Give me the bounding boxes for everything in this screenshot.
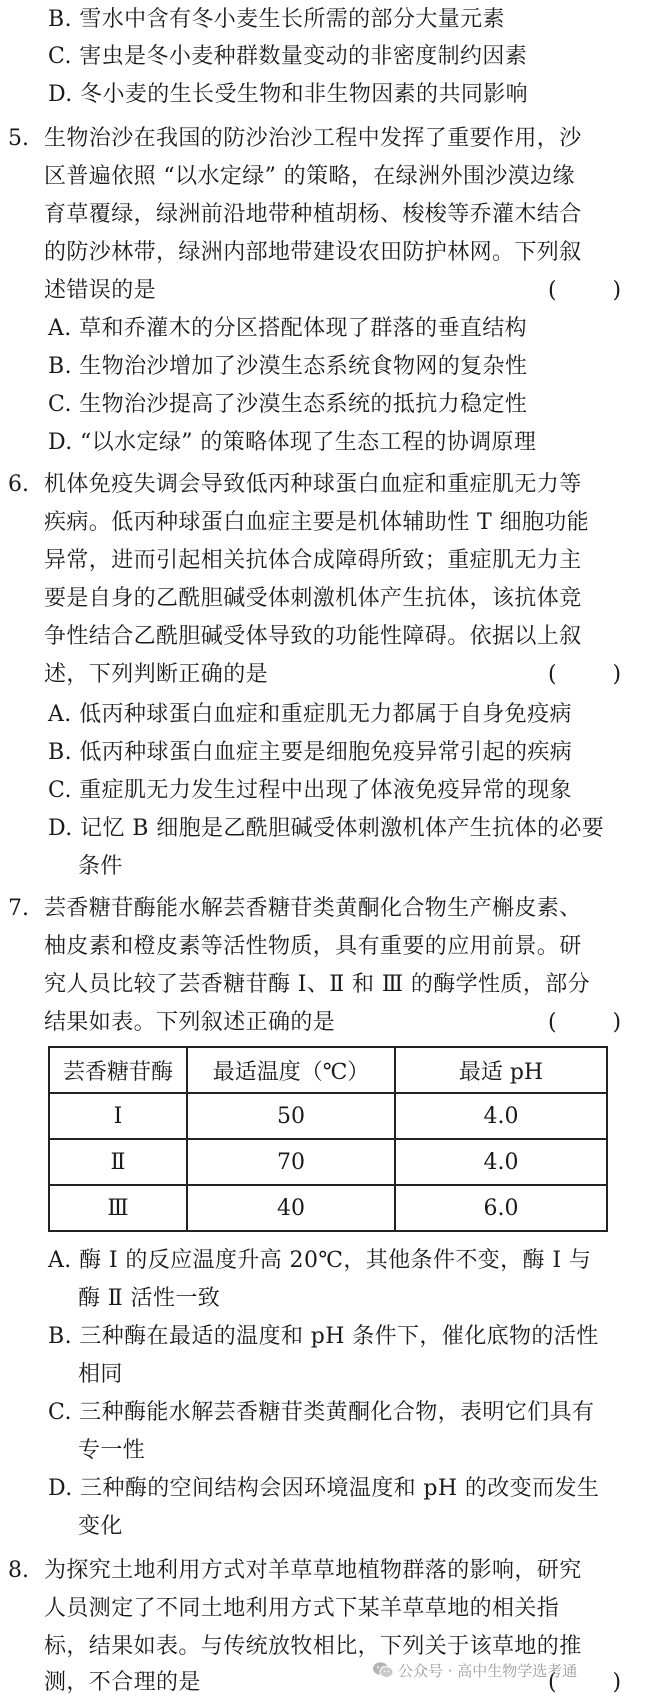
q5-option-a: A. 草和乔灌木的分区搭配体现了群落的垂直结构 — [48, 316, 528, 341]
q7-option-d-cont: 变化 — [78, 1514, 123, 1539]
q7-option-c: C. 三种酶能水解芸香糖苷类黄酮化合物，表明它们具有 — [48, 1400, 595, 1425]
q5-answer-paren: ( ) — [548, 278, 622, 303]
q6-option-a: A. 低丙种球蛋白血症和重症肌无力都属于自身免疫病 — [48, 702, 572, 727]
q8-stem-line: 测，不合理的是 — [44, 1670, 201, 1695]
q6-stem-line: 要是自身的乙酰胆碱受体刺激机体产生抗体，该抗体竞 — [44, 586, 582, 611]
q7-option-a: A. 酶 Ⅰ 的反应温度升高 20℃，其他条件不变，酶 Ⅰ 与 — [48, 1248, 592, 1273]
table-cell: 40 — [187, 1185, 395, 1231]
table-cell: 4.0 — [395, 1093, 607, 1139]
q8-stem-line: 标，结果如表。与传统放牧相比，下列关于该草地的推 — [44, 1634, 582, 1659]
q5-option-c: C. 生物治沙提高了沙漠生态系统的抵抗力稳定性 — [48, 392, 528, 417]
table-cell: 70 — [187, 1139, 395, 1185]
table-cell: Ⅰ — [49, 1093, 187, 1139]
q7-option-b: B. 三种酶在最适的温度和 pH 条件下，催化底物的活性 — [48, 1324, 599, 1349]
table-header-row — [49, 1047, 607, 1093]
wechat-icon — [372, 1661, 394, 1679]
q5-number: 5. — [8, 126, 29, 151]
q7-answer-paren: ( ) — [548, 1010, 622, 1035]
table-header-cell: 芸香糖苷酶 — [49, 1047, 187, 1093]
q5-option-d: D. “以水定绿” 的策略体现了生态工程的协调原理 — [48, 430, 537, 455]
q5-stem-line: 区普遍依照 “以水定绿” 的策略，在绿洲外围沙漠边缘 — [44, 164, 575, 189]
q6-option-d: D. 记忆 B 细胞是乙酰胆碱受体刺激机体产生抗体的必要 — [48, 816, 605, 841]
table-header-cell: 最适 pH — [395, 1047, 607, 1093]
watermark: 公众号 · 高中生物学选考通 — [398, 1662, 578, 1680]
q6-stem-line: 争性结合乙酰胆碱受体导致的功能性障碍。依据以上叙 — [44, 624, 582, 649]
q5-stem-line: 的防沙林带，绿洲内部地带建设农田防护林网。下列叙 — [44, 240, 582, 265]
q6-option-b: B. 低丙种球蛋白血症主要是细胞免疫异常引起的疾病 — [48, 740, 573, 765]
table-row — [49, 1139, 607, 1185]
table-cell: Ⅲ — [49, 1185, 187, 1231]
q5-stem-line: 生物治沙在我国的防沙治沙工程中发挥了重要作用，沙 — [44, 126, 582, 151]
q7-option-b-cont: 相同 — [78, 1362, 123, 1387]
table-header-cell: 最适温度（℃） — [187, 1047, 395, 1093]
q5-option-b: B. 生物治沙增加了沙漠生态系统食物网的复杂性 — [48, 354, 528, 379]
enzyme-table — [48, 1046, 608, 1232]
q8-answer-paren: ( ) — [548, 1670, 622, 1695]
q5-stem-line: 育草覆绿，绿洲前沿地带种植胡杨、梭梭等乔灌木结合 — [44, 202, 582, 227]
table-row — [49, 1185, 607, 1231]
q7-stem-line: 芸香糖苷酶能水解芸香糖苷类黄酮化合物生产槲皮素、 — [44, 896, 582, 921]
q6-stem-line: 述，下列判断正确的是 — [44, 662, 269, 687]
table-cell: 6.0 — [395, 1185, 607, 1231]
q7-number: 7. — [8, 896, 29, 921]
q8-stem-line: 人员测定了不同土地利用方式下某羊草草地的相关指 — [44, 1596, 560, 1621]
q7-stem-line: 柚皮素和橙皮素等活性物质，具有重要的应用前景。研 — [44, 934, 582, 959]
q6-option-d-cont: 条件 — [78, 854, 123, 879]
q6-stem-line: 异常，进而引起相关抗体合成障碍所致；重症肌无力主 — [44, 548, 582, 573]
q7-option-d: D. 三种酶的空间结构会因环境温度和 pH 的改变而发生 — [48, 1476, 600, 1501]
q6-number: 6. — [8, 472, 29, 497]
q6-stem-line: 疾病。低丙种球蛋白血症主要是机体辅助性 T 细胞功能 — [44, 510, 590, 535]
q6-stem-line: 机体免疫失调会导致低丙种球蛋白血症和重症肌无力等 — [44, 472, 582, 497]
q5-stem-line: 述错误的是 — [44, 278, 157, 303]
q4-option-b: B. 雪水中含有冬小麦生长所需的部分大量元素 — [48, 7, 505, 32]
table-cell: 50 — [187, 1093, 395, 1139]
q4-option-c: C. 害虫是冬小麦种群数量变动的非密度制约因素 — [48, 44, 528, 69]
q7-stem-line: 究人员比较了芸香糖苷酶 Ⅰ、Ⅱ 和 Ⅲ 的酶学性质，部分 — [44, 972, 591, 997]
q7-option-a-cont: 酶 Ⅱ 活性一致 — [78, 1286, 221, 1311]
q8-stem-line: 为探究土地利用方式对羊草草地植物群落的影响，研究 — [44, 1558, 582, 1583]
q7-option-c-cont: 专一性 — [78, 1438, 146, 1463]
q6-answer-paren: ( ) — [548, 662, 622, 687]
table-row — [49, 1093, 607, 1139]
q8-number: 8. — [8, 1558, 29, 1583]
table-cell: Ⅱ — [49, 1139, 187, 1185]
table-cell: 4.0 — [395, 1139, 607, 1185]
q6-option-c: C. 重症肌无力发生过程中出现了体液免疫异常的现象 — [48, 778, 573, 803]
q4-option-d: D. 冬小麦的生长受生物和非生物因素的共同影响 — [48, 82, 529, 107]
q7-stem-line: 结果如表。下列叙述正确的是 — [44, 1010, 336, 1035]
